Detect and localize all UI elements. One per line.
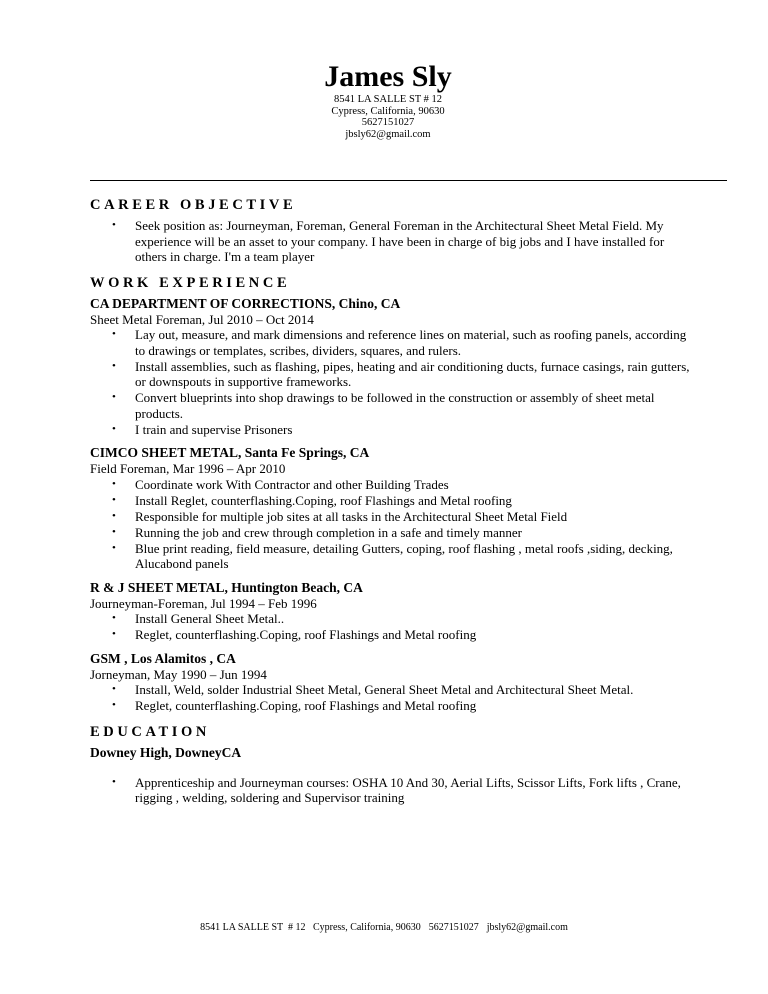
- bullet-dot-icon: •: [112, 477, 116, 490]
- job-position: Jorneyman, May 1990 – Jun 1994: [90, 666, 267, 682]
- bullet-dot-icon: •: [112, 612, 116, 624]
- education-bullet: [90, 775, 695, 806]
- bullet-dot-icon: •: [112, 541, 116, 554]
- bullet-dot-icon: •: [112, 359, 116, 372]
- bullet-dot-icon: •: [112, 628, 116, 640]
- bullet-text: Reglet, counterflashing.Coping, roof Flashings and Metal roofing: [135, 698, 477, 713]
- bullet-dot-icon: •: [112, 509, 116, 522]
- section-title-education: EDUCATION: [90, 723, 210, 740]
- education-school: Downey High, DowneyCA: [90, 744, 242, 760]
- job-entry: [90, 445, 690, 572]
- header-address: 8541 LA SALLE ST # 12: [333, 94, 443, 105]
- footer-address: 8541 LA SALLE ST # 12 Cypress, California, 90630: [200, 922, 421, 933]
- section-title-experience: WORK EXPERIENCE: [90, 274, 291, 291]
- job-bullet: [90, 493, 695, 509]
- education-section: [90, 722, 690, 806]
- bullet-dot-icon: •: [112, 422, 116, 435]
- job-bullet: [90, 359, 695, 390]
- objective-bullet: [90, 218, 695, 265]
- header-email: jbsly62@gmail.com: [345, 128, 431, 140]
- section-title-objective: CAREER OBJECTIVE: [90, 197, 297, 213]
- job-position: Field Foreman, Mar 1996 – Apr 2010: [90, 461, 286, 476]
- bullet-text: Seek position as: Journeyman, Foreman, General Foreman in the Architectural Sheet Metal Field. My experience will be an asset to your company. I have been in charge of big jobs and I have installed for others in charge. I'm a team player: [135, 218, 665, 264]
- bullet-text: I train and supervise Prisoners: [135, 421, 293, 437]
- job-bullet: [90, 327, 695, 358]
- job-bullet: [90, 682, 695, 698]
- bullet-dot-icon: •: [112, 525, 116, 538]
- bullet-dot-icon: •: [112, 493, 116, 506]
- job-bullet: [90, 627, 695, 643]
- bullet-text: Lay out, measure, and mark dimensions and reference lines on material, such as roofing panels, according to drawings or templates, scribes, dividers, squares, and rulers.: [135, 327, 687, 358]
- candidate-name: James Sly: [324, 60, 452, 93]
- job-bullet: [90, 422, 695, 438]
- job-employer: CIMCO SHEET METAL, Santa Fe Springs, CA: [90, 445, 370, 460]
- bullet-text: Responsible for multiple job sites at all tasks in the Architectural Sheet Metal Field: [135, 508, 568, 524]
- job-position: Sheet Metal Foreman, Jul 2010 – Oct 2014: [90, 311, 314, 327]
- bullet-text: Install General Sheet Metal..: [135, 611, 285, 626]
- job-position: Journeyman-Foreman, Jul 1994 – Feb 1996: [90, 595, 317, 611]
- job-employer: R & J SHEET METAL, Huntington Beach, CA: [90, 579, 363, 595]
- bullet-dot-icon: •: [112, 775, 116, 788]
- bullet-text: Apprenticeship and Journeyman courses: OSHA 10 And 30, Aerial Lifts, Scissor Lifts, Fork lifts , Crane, rigging , welding, soldering and Supervisor training: [135, 774, 681, 805]
- job-entry: [90, 580, 690, 643]
- bullet-text: Running the job and crew through completion in a safe and timely manner: [135, 524, 523, 540]
- job-bullet: [90, 477, 695, 493]
- bullet-text: Coordinate work With Contractor and other Building Trades: [135, 476, 449, 492]
- job-bullet: [90, 390, 695, 421]
- bullet-text: Reglet, counterflashing.Coping, roof Flashings and Metal roofing: [135, 627, 477, 642]
- bullet-text: Install, Weld, solder Industrial Sheet Metal, General Sheet Metal and Architectural Sheet Metal.: [135, 682, 634, 697]
- job-bullet: [90, 509, 695, 525]
- bullet-text: Convert blueprints into shop drawings to be followed in the construction or assembly of sheet metal products.: [135, 390, 655, 421]
- resume-body: [90, 195, 690, 810]
- job-bullet: [90, 611, 695, 627]
- job-entry: [90, 296, 690, 438]
- job-entry: [90, 651, 690, 714]
- bullet-dot-icon: •: [112, 219, 116, 231]
- header-phone: 5627151027: [361, 117, 415, 128]
- career-objective-section: [90, 195, 690, 265]
- footer-phone: 5627151027: [428, 922, 479, 933]
- job-employer: GSM , Los Alamitos , CA: [90, 650, 236, 666]
- bullet-dot-icon: •: [112, 699, 116, 711]
- bullet-text: Install Reglet, counterflashing.Coping, roof Flashings and Metal roofing: [135, 492, 512, 508]
- bullet-text: Install assemblies, such as flashing, pipes, heating and air conditioning ducts, furnace casings, rain gutters, or downspouts in supportive frameworks.: [135, 358, 690, 389]
- bullet-dot-icon: •: [112, 328, 116, 340]
- bullet-dot-icon: •: [112, 683, 116, 695]
- job-bullet: [90, 541, 695, 572]
- header-city: Cypress, California, 90630: [331, 105, 445, 117]
- footer-email: jbsly62@gmail.com: [486, 922, 568, 933]
- work-experience-section: [90, 273, 690, 714]
- resume-header: [0, 60, 768, 140]
- page-footer: [0, 922, 768, 934]
- job-employer: CA DEPARTMENT OF CORRECTIONS, Chino, CA: [90, 295, 401, 311]
- bullet-text: Blue print reading, field measure, detailing Gutters, coping, roof flashing , metal roofs ,siding, decking, Alucabond panels: [135, 540, 673, 571]
- header-divider: [90, 180, 727, 181]
- bullet-dot-icon: •: [112, 391, 116, 403]
- job-bullet: [90, 698, 695, 714]
- job-bullet: [90, 525, 695, 541]
